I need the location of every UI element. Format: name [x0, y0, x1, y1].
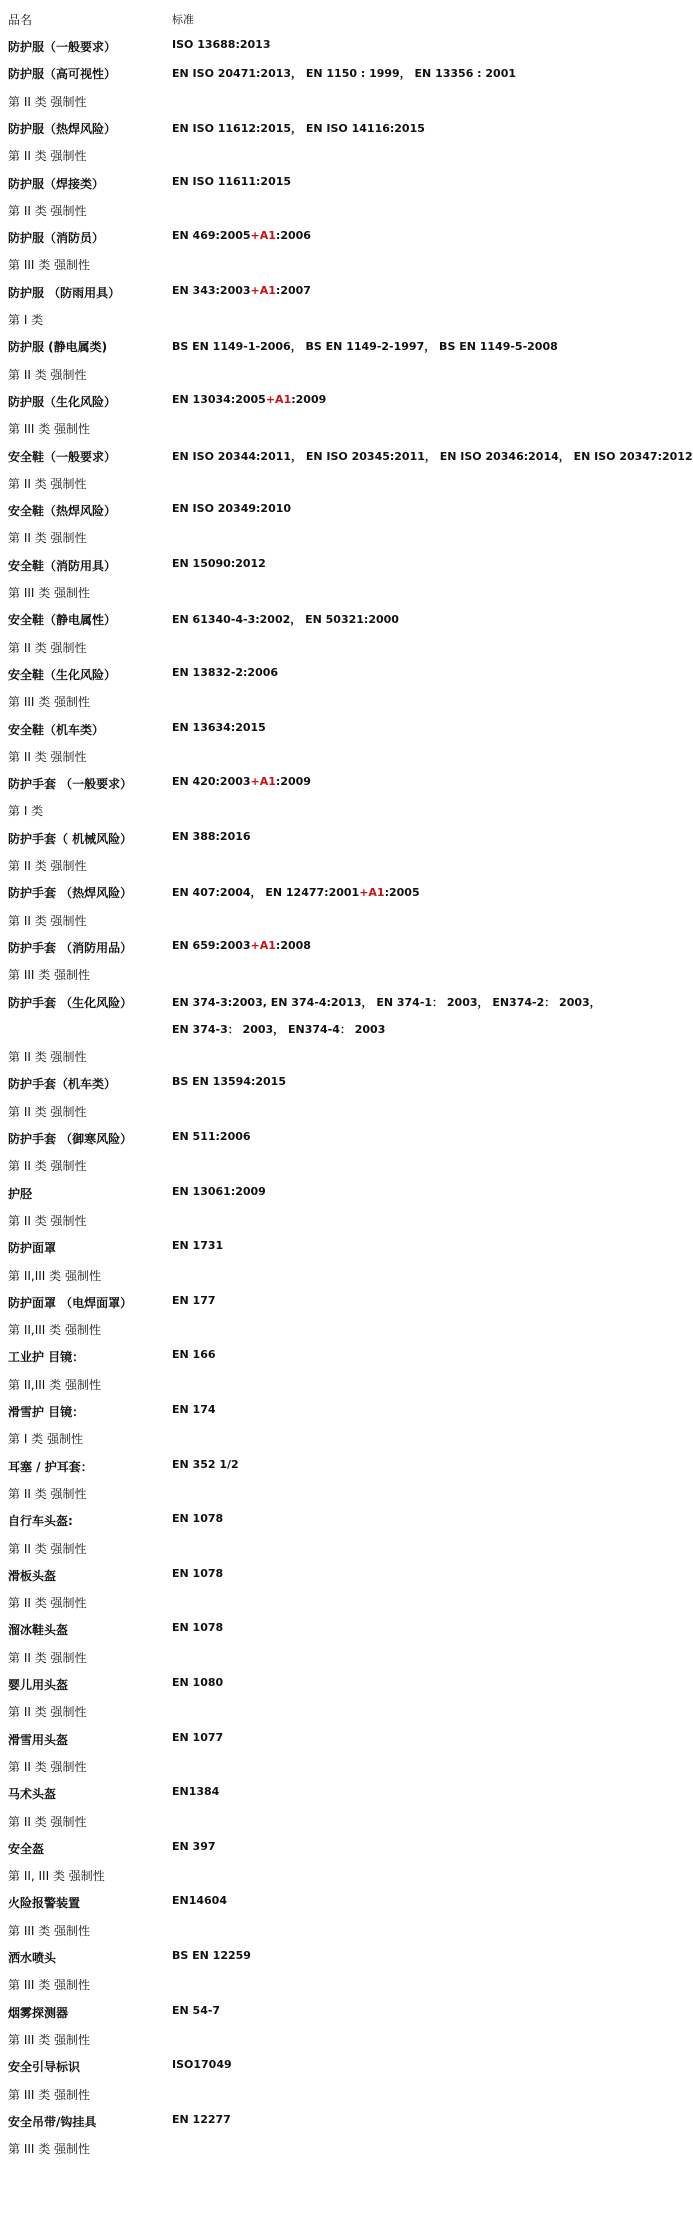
- category-row: [0, 1698, 640, 1725]
- product-name: 防护手套（机车类）: [8, 1077, 117, 1092]
- category-label: 第 II 类 强制性: [8, 640, 87, 655]
- category-label: 第 II 类 强制性: [8, 1486, 87, 1501]
- standard-text: [172, 1840, 216, 1853]
- category-label: 第 II 类 强制性: [8, 476, 87, 491]
- standard-text: [172, 1512, 223, 1525]
- standard-part: EN ISO 11611:2015: [172, 174, 292, 188]
- product-row: [0, 2053, 640, 2080]
- category-row: [0, 852, 640, 879]
- product-name: 滑雪用头盔: [8, 1732, 69, 1747]
- category-row: [0, 197, 640, 224]
- standard-part: EN 352 1/2: [172, 1457, 239, 1471]
- standard-part: EN1384: [172, 1785, 220, 1799]
- product-row: [0, 443, 693, 470]
- product-row: [0, 770, 640, 797]
- category-row: [0, 797, 640, 824]
- standard-part: EN 659:2003: [172, 938, 251, 952]
- standard-part: BS EN 12259: [172, 1949, 251, 1962]
- standard-part: :2009: [275, 775, 311, 789]
- standard-part: EN14604: [172, 1894, 227, 1908]
- category-row: [0, 415, 640, 442]
- category-label: 第 II 类 强制性: [8, 1104, 87, 1119]
- category-row: [0, 524, 640, 551]
- category-label: 第 II 类 强制性: [8, 367, 87, 382]
- product-row: [0, 1616, 640, 1643]
- category-label: 第 I 类: [8, 313, 44, 327]
- product-name: 安全鞋（静电属性）: [8, 613, 117, 628]
- standard-part: EN 407:2004， EN 12477:2001: [172, 886, 360, 900]
- category-row: [0, 1589, 640, 1616]
- category-row: [0, 142, 640, 169]
- product-row: [0, 333, 640, 360]
- standard-text: [172, 994, 601, 1010]
- category-label: 第 II, III 类 强制性: [8, 1869, 105, 1884]
- product-name: 防护面罩: [8, 1241, 57, 1256]
- standard-text: [172, 502, 291, 515]
- standard-text: [172, 338, 558, 354]
- standard-part: EN ISO 20349:2010: [172, 502, 292, 516]
- product-name: 溜冰鞋头盔: [8, 1623, 69, 1638]
- category-label: 第 II 类 强制性: [8, 1050, 87, 1065]
- category-row: [0, 1098, 640, 1125]
- category-label: 第 II 类 强制性: [8, 1159, 87, 1174]
- standard-text: [172, 611, 399, 627]
- product-row: [0, 279, 640, 306]
- category-row: [0, 1371, 640, 1398]
- standard-part: ISO17049: [172, 2058, 232, 2072]
- standard-part: EN 12277: [172, 2112, 231, 2126]
- standard-text: [172, 1185, 266, 1198]
- product-name: 防护服（一般要求）: [8, 40, 117, 54]
- category-label: 第 II 类 强制性: [8, 1213, 87, 1228]
- product-name: 防护手套 （热焊风险）: [8, 886, 133, 901]
- category-row: [0, 1535, 640, 1562]
- standard-text: [172, 38, 270, 51]
- standard-text: [172, 1458, 239, 1471]
- product-row: [0, 1289, 640, 1316]
- category-label: 第 III 类 强制性: [8, 586, 91, 600]
- product-row: [0, 1453, 640, 1480]
- category-label: 第 III 类 强制性: [8, 2087, 91, 2102]
- product-name: 防护服（热焊风险）: [8, 121, 117, 136]
- standard-part: ISO 13688:2013: [172, 38, 271, 51]
- amendment-mark: +A1: [250, 283, 276, 297]
- standard-part: EN 343:2003: [172, 283, 251, 297]
- category-label: 第 I 类 强制性: [8, 1432, 83, 1447]
- standard-part: EN ISO 20471:2013， EN 1150 : 1999， EN 13356 : 2001: [172, 67, 517, 81]
- product-name: 防护服 (静电属类): [8, 340, 108, 355]
- standard-text: [172, 884, 420, 900]
- product-row: [0, 1398, 640, 1425]
- standard-text: [172, 1075, 286, 1088]
- standard-part: EN 177: [172, 1293, 216, 1307]
- standard-text: [172, 2113, 231, 2126]
- category-row: [0, 907, 640, 934]
- standard-part: EN 1078: [172, 1621, 224, 1635]
- standard-text: [172, 1021, 385, 1037]
- product-name: 耳塞 / 护耳套：: [8, 1459, 93, 1474]
- category-row: [0, 1316, 640, 1343]
- category-row: [0, 470, 640, 497]
- product-row: [0, 60, 640, 87]
- standard-text: [172, 1403, 216, 1416]
- category-label: 第 I 类: [8, 804, 44, 819]
- category-label: 第 II 类 强制性: [8, 859, 87, 873]
- product-row: [0, 2108, 640, 2135]
- category-label: 第 III 类 强制性: [8, 2142, 91, 2157]
- standard-part: BS EN 1149-1-2006， BS EN 1149-2-1997， BS EN 1149-5-2008: [172, 340, 558, 354]
- category-label: 第 III 类 强制性: [8, 1978, 91, 1993]
- product-row: [0, 825, 640, 852]
- product-name: 工业护 目镜：: [8, 1350, 85, 1365]
- product-row: [0, 1507, 640, 1534]
- standard-part: EN 13634:2015: [172, 720, 266, 734]
- standard-part: EN 1078: [172, 1512, 224, 1526]
- product-name: 安全引导标识: [8, 2060, 81, 2075]
- standard-part: EN ISO 11612:2015， EN ISO 14116:2015: [172, 121, 425, 135]
- product-row: [0, 1999, 640, 2026]
- amendment-mark: +A1: [250, 775, 276, 789]
- standard-text: [172, 175, 291, 188]
- category-label: 第 II 类 强制性: [8, 1541, 87, 1556]
- standard-continuation-row: [0, 1016, 640, 1043]
- standard-part: :2006: [275, 229, 311, 243]
- category-row: [0, 2026, 640, 2053]
- product-name: 护胫: [8, 1186, 33, 1201]
- standard-text: [172, 284, 311, 297]
- standard-part: EN 469:2005: [172, 229, 251, 243]
- category-row: [0, 2135, 640, 2162]
- product-name: 滑板头盔: [8, 1568, 57, 1583]
- product-row: [0, 606, 640, 633]
- product-row: [0, 170, 640, 197]
- category-row: [0, 579, 640, 606]
- standard-part: EN 61340-4-3:2002， EN 50321:2000: [172, 613, 399, 627]
- amendment-mark: +A1: [250, 229, 276, 243]
- product-name: 防护手套 （御寒风险）: [8, 1132, 133, 1146]
- category-row: [0, 1425, 640, 1452]
- standard-text: [172, 1949, 251, 1962]
- standard-part: EN 13832-2:2006: [172, 665, 279, 679]
- product-row: [0, 1944, 640, 1971]
- standard-part: :2009: [291, 392, 327, 406]
- standard-part: :2007: [275, 283, 311, 297]
- product-name: 安全鞋（热焊风险）: [8, 504, 117, 519]
- category-label: 第 II 类 强制性: [8, 1705, 87, 1720]
- category-row: [0, 1753, 640, 1780]
- product-row: [0, 934, 640, 961]
- standard-text: [172, 775, 311, 788]
- product-row: [0, 1780, 640, 1807]
- standard-part: EN 397: [172, 1839, 216, 1853]
- standard-text: [172, 1567, 223, 1580]
- category-label: 第 II 类 强制性: [8, 1759, 87, 1774]
- standard-part: EN 1731: [172, 1239, 224, 1253]
- standard-part: EN 13034:2005: [172, 392, 266, 406]
- category-label: 第 III 类 强制性: [8, 968, 91, 983]
- product-name: 防护手套（ 机械风险）: [8, 831, 133, 846]
- standard-part: EN 1080: [172, 1676, 224, 1689]
- product-row: [0, 989, 640, 1016]
- standard-text: [172, 1731, 223, 1744]
- standard-part: EN 54-7: [172, 2003, 221, 2017]
- product-name: 防护手套 （生化风险）: [8, 995, 133, 1010]
- product-name: 防护服（消防员）: [8, 231, 105, 246]
- category-row: [0, 1262, 640, 1289]
- standard-part: EN 511:2006: [172, 1130, 251, 1143]
- standard-part: EN 374-3： 2003， EN374-4： 2003: [172, 1022, 386, 1036]
- category-label: 第 II 类 强制性: [8, 913, 87, 928]
- standard-text: [172, 557, 266, 570]
- standard-part: EN 374-3:2003, EN 374-4:2013， EN 374-1： 2003， EN374-2： 2003，: [172, 995, 601, 1009]
- standard-text: [172, 1294, 216, 1307]
- category-label: 第 II 类 强制性: [8, 531, 87, 546]
- standard-part: EN 1078: [172, 1566, 224, 1580]
- product-name: 婴儿用头盔: [8, 1678, 69, 1692]
- category-row: [0, 1480, 640, 1507]
- category-row: [0, 688, 640, 715]
- category-label: 第 II 类 强制性: [8, 1650, 87, 1665]
- standard-text: [172, 2058, 232, 2071]
- standard-part: EN 420:2003: [172, 775, 251, 789]
- product-row: [0, 716, 640, 743]
- product-name: 防护面罩 （电焊面罩）: [8, 1295, 133, 1310]
- category-label: 第 II,III 类 强制性: [8, 1323, 101, 1338]
- product-name: 洒水喷头: [8, 1951, 57, 1965]
- product-name: 烟雾探测器: [8, 2005, 69, 2020]
- standard-part: :2008: [275, 938, 311, 952]
- product-row: [0, 224, 640, 251]
- amendment-mark: +A1: [359, 886, 385, 900]
- standard-text: [172, 939, 311, 952]
- category-row: [0, 1808, 640, 1835]
- standard-text: [172, 120, 425, 136]
- product-row: [0, 1234, 640, 1261]
- product-name: 防护服 （防雨用具）: [8, 285, 121, 300]
- product-row: [0, 33, 640, 60]
- category-row: [0, 1971, 640, 1998]
- product-row: [0, 1070, 640, 1097]
- category-row: [0, 2081, 640, 2108]
- product-name: 防护手套 （一般要求）: [8, 777, 133, 792]
- product-row: [0, 879, 640, 906]
- product-row: [0, 115, 640, 142]
- standard-part: EN 174: [172, 1403, 216, 1416]
- product-row: [0, 1889, 640, 1916]
- standard-text: [172, 721, 266, 734]
- standard-text: [172, 1239, 223, 1252]
- product-name: 安全盔: [8, 1841, 45, 1856]
- product-row: [0, 661, 640, 688]
- product-name: 安全鞋（消防用具）: [8, 558, 117, 573]
- category-label: 第 II 类 强制性: [8, 1596, 87, 1611]
- category-row: [0, 743, 640, 770]
- table-header: [0, 6, 640, 33]
- product-name: 安全鞋（生化风险）: [8, 667, 117, 682]
- product-row: [0, 1726, 640, 1753]
- category-row: [0, 1917, 640, 1944]
- standard-text: [172, 393, 326, 406]
- standard-text: [172, 448, 693, 464]
- product-row: [0, 1343, 640, 1370]
- category-row: [0, 361, 640, 388]
- standard-part: EN 13061:2009: [172, 1184, 266, 1198]
- product-row: [0, 1671, 640, 1698]
- standard-text: [172, 666, 278, 679]
- standard-text: [172, 2004, 220, 2017]
- category-label: 第 II 类 强制性: [8, 149, 87, 164]
- category-label: 第 III 类 强制性: [8, 1923, 91, 1938]
- standard-part: :2005: [384, 886, 420, 900]
- category-row: [0, 1862, 640, 1889]
- product-row: [0, 552, 640, 579]
- standard-part: EN 15090:2012: [172, 556, 266, 570]
- standard-part: EN 166: [172, 1348, 216, 1362]
- product-name: 火险报警装置: [8, 1896, 81, 1911]
- standard-part: BS EN 13594:2015: [172, 1075, 286, 1089]
- category-label: 第 II 类 强制性: [8, 94, 87, 109]
- product-name: 安全鞋（机车类）: [8, 722, 105, 737]
- product-row: [0, 1125, 640, 1152]
- category-label: 第 III 类 强制性: [8, 2032, 91, 2047]
- category-label: 第 III 类 强制性: [8, 422, 91, 437]
- standard-text: [172, 1785, 219, 1798]
- category-label: 第 II 类 强制性: [8, 203, 87, 218]
- header-standard-label: 标准: [172, 13, 194, 26]
- amendment-mark: +A1: [265, 392, 292, 406]
- product-name: 安全鞋（一般要求）: [8, 449, 117, 464]
- product-name: 安全吊带/钩挂具: [8, 2114, 97, 2129]
- product-name: 防护手套 （消防用品）: [8, 940, 133, 955]
- amendment-mark: +A1: [250, 938, 276, 952]
- standard-text: [172, 1676, 223, 1689]
- category-row: [0, 634, 640, 661]
- product-name: 防护服（生化风险）: [8, 394, 117, 409]
- category-label: 第 III 类 强制性: [8, 258, 91, 273]
- category-label: 第 II 类 强制性: [8, 749, 87, 764]
- standard-text: [172, 1894, 227, 1907]
- standard-text: [172, 1348, 216, 1361]
- category-row: [0, 306, 640, 333]
- standard-text: [172, 1130, 251, 1143]
- product-name: 马术头盔: [8, 1787, 57, 1802]
- category-label: 第 II 类 强制性: [8, 1814, 87, 1829]
- category-row: [0, 88, 640, 115]
- product-row: [0, 1562, 640, 1589]
- standard-part: EN 1077: [172, 1730, 224, 1744]
- product-row: [0, 1835, 640, 1862]
- category-label: 第 II,III 类 强制性: [8, 1377, 101, 1392]
- standard-text: [172, 229, 311, 242]
- category-label: 第 II,III 类 强制性: [8, 1268, 101, 1283]
- category-row: [0, 251, 640, 278]
- category-row: [0, 1043, 640, 1070]
- standard-text: [172, 830, 251, 843]
- product-row: [0, 1180, 640, 1207]
- category-row: [0, 1152, 640, 1179]
- category-row: [0, 961, 640, 988]
- product-name: 防护服（焊接类）: [8, 176, 105, 191]
- category-label: 第 III 类 强制性: [8, 695, 91, 710]
- product-name: 防护服（高可视性）: [8, 67, 117, 82]
- standard-part: EN ISO 20344:2011， EN ISO 20345:2011， EN ISO 20346:2014， EN ISO 20347:2012: [172, 449, 693, 463]
- standard-text: [172, 65, 516, 81]
- category-row: [0, 1207, 640, 1234]
- product-row: [0, 497, 640, 524]
- standard-text: [172, 1621, 223, 1634]
- category-row: [0, 1644, 640, 1671]
- product-name: 滑雪护 目镜：: [8, 1405, 85, 1419]
- standard-part: EN 388:2016: [172, 829, 251, 843]
- product-row: [0, 388, 640, 415]
- header-name-label: 品名: [8, 13, 33, 27]
- product-name: 自行车头盔:: [8, 1514, 73, 1529]
